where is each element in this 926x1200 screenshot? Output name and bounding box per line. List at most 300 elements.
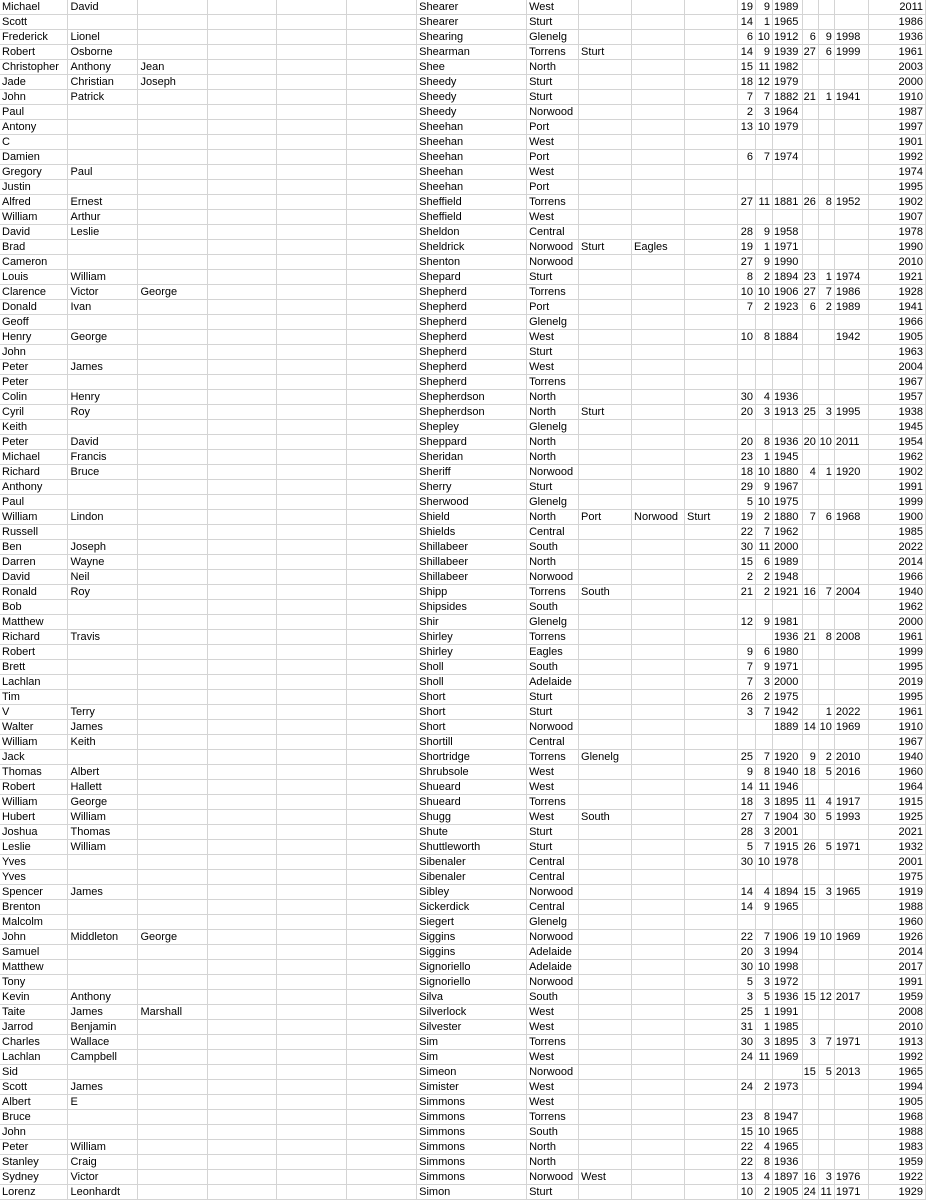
table-cell[interactable]: 1985	[868, 525, 925, 540]
table-cell[interactable]	[347, 120, 417, 135]
table-cell[interactable]	[347, 795, 417, 810]
table-cell[interactable]: Shillabeer	[417, 540, 527, 555]
table-cell[interactable]	[632, 270, 685, 285]
table-cell[interactable]: 1972	[772, 975, 802, 990]
table-cell[interactable]: Simon	[417, 1185, 527, 1200]
table-cell[interactable]	[68, 1065, 138, 1080]
table-cell[interactable]	[277, 705, 347, 720]
table-cell[interactable]: Sherry	[417, 480, 527, 495]
table-cell[interactable]	[138, 915, 208, 930]
table-cell[interactable]	[347, 1080, 417, 1095]
table-cell[interactable]	[632, 585, 685, 600]
table-cell[interactable]	[579, 1005, 632, 1020]
table-cell[interactable]: Central	[527, 735, 579, 750]
table-cell[interactable]	[277, 1035, 347, 1050]
table-cell[interactable]: Simmons	[417, 1095, 527, 1110]
table-cell[interactable]: Signoriello	[417, 975, 527, 990]
table-cell[interactable]: William	[0, 510, 68, 525]
table-cell[interactable]	[802, 375, 818, 390]
table-cell[interactable]: 2	[818, 750, 834, 765]
table-cell[interactable]	[755, 180, 772, 195]
table-cell[interactable]: Malcolm	[0, 915, 68, 930]
table-cell[interactable]: 1936	[772, 1155, 802, 1170]
table-cell[interactable]	[818, 120, 834, 135]
table-cell[interactable]: 1954	[868, 435, 925, 450]
table-cell[interactable]	[685, 990, 738, 1005]
table-cell[interactable]: Sheridan	[417, 450, 527, 465]
table-cell[interactable]	[632, 390, 685, 405]
table-cell[interactable]	[834, 135, 868, 150]
table-cell[interactable]: 10	[755, 30, 772, 45]
table-cell[interactable]	[685, 900, 738, 915]
table-cell[interactable]	[277, 930, 347, 945]
table-cell[interactable]: Bob	[0, 600, 68, 615]
table-cell[interactable]	[138, 315, 208, 330]
table-cell[interactable]	[579, 975, 632, 990]
table-cell[interactable]	[208, 735, 277, 750]
table-cell[interactable]: 2011	[868, 0, 925, 15]
table-cell[interactable]	[138, 540, 208, 555]
table-cell[interactable]: 26	[802, 840, 818, 855]
table-cell[interactable]	[685, 255, 738, 270]
table-cell[interactable]	[579, 435, 632, 450]
table-cell[interactable]: Sturt	[527, 705, 579, 720]
table-cell[interactable]	[685, 135, 738, 150]
table-cell[interactable]: 6	[737, 30, 755, 45]
table-cell[interactable]	[347, 840, 417, 855]
table-cell[interactable]: George	[68, 795, 138, 810]
table-cell[interactable]	[68, 855, 138, 870]
table-cell[interactable]	[818, 855, 834, 870]
table-cell[interactable]	[208, 555, 277, 570]
table-cell[interactable]	[68, 240, 138, 255]
table-cell[interactable]	[632, 450, 685, 465]
table-cell[interactable]: Signoriello	[417, 960, 527, 975]
table-cell[interactable]: Central	[527, 900, 579, 915]
table-cell[interactable]	[138, 1095, 208, 1110]
table-cell[interactable]	[347, 1065, 417, 1080]
table-cell[interactable]	[802, 735, 818, 750]
table-cell[interactable]	[818, 480, 834, 495]
table-cell[interactable]: 3	[818, 405, 834, 420]
table-cell[interactable]	[208, 600, 277, 615]
table-cell[interactable]: 1982	[772, 60, 802, 75]
table-cell[interactable]	[632, 195, 685, 210]
table-cell[interactable]: 1958	[772, 225, 802, 240]
table-cell[interactable]	[818, 450, 834, 465]
table-cell[interactable]: Samuel	[0, 945, 68, 960]
table-cell[interactable]: 26	[802, 195, 818, 210]
table-cell[interactable]	[68, 975, 138, 990]
table-cell[interactable]	[802, 900, 818, 915]
table-cell[interactable]: Peter	[0, 1140, 68, 1155]
table-cell[interactable]: 9	[818, 30, 834, 45]
table-cell[interactable]	[802, 945, 818, 960]
table-cell[interactable]: 2019	[868, 675, 925, 690]
table-cell[interactable]	[818, 75, 834, 90]
table-cell[interactable]	[138, 750, 208, 765]
table-cell[interactable]: William	[68, 840, 138, 855]
table-cell[interactable]	[685, 540, 738, 555]
table-cell[interactable]	[632, 780, 685, 795]
table-cell[interactable]: 1895	[772, 1035, 802, 1050]
table-cell[interactable]	[632, 825, 685, 840]
table-cell[interactable]	[632, 765, 685, 780]
table-cell[interactable]: 3	[818, 1170, 834, 1185]
table-cell[interactable]: Sheehan	[417, 135, 527, 150]
table-cell[interactable]: Siggins	[417, 945, 527, 960]
table-cell[interactable]: Leslie	[68, 225, 138, 240]
table-cell[interactable]	[68, 660, 138, 675]
table-cell[interactable]: 10	[737, 1185, 755, 1200]
table-cell[interactable]	[685, 225, 738, 240]
table-cell[interactable]: Short	[417, 690, 527, 705]
table-cell[interactable]: 13	[737, 120, 755, 135]
table-cell[interactable]: 1	[755, 15, 772, 30]
table-cell[interactable]	[802, 855, 818, 870]
table-cell[interactable]	[277, 390, 347, 405]
table-cell[interactable]	[834, 1020, 868, 1035]
table-cell[interactable]	[208, 1170, 277, 1185]
table-cell[interactable]: 2	[818, 300, 834, 315]
table-cell[interactable]: Glenelg	[527, 615, 579, 630]
table-cell[interactable]: Peter	[0, 435, 68, 450]
table-cell[interactable]: 1905	[868, 330, 925, 345]
table-cell[interactable]	[632, 330, 685, 345]
table-cell[interactable]: 1961	[868, 45, 925, 60]
table-cell[interactable]: 2	[755, 570, 772, 585]
table-cell[interactable]	[347, 1020, 417, 1035]
table-cell[interactable]	[208, 120, 277, 135]
table-cell[interactable]	[208, 825, 277, 840]
table-cell[interactable]: 16	[802, 585, 818, 600]
table-cell[interactable]	[68, 480, 138, 495]
table-cell[interactable]: Glenelg	[579, 750, 632, 765]
table-cell[interactable]: North	[527, 1155, 579, 1170]
table-cell[interactable]: 1957	[868, 390, 925, 405]
table-cell[interactable]	[632, 720, 685, 735]
table-cell[interactable]	[208, 1035, 277, 1050]
table-cell[interactable]	[737, 735, 755, 750]
table-cell[interactable]: 1971	[834, 1185, 868, 1200]
table-cell[interactable]: 1987	[868, 105, 925, 120]
table-cell[interactable]: 1917	[834, 795, 868, 810]
table-cell[interactable]	[685, 360, 738, 375]
table-cell[interactable]: 12	[755, 75, 772, 90]
table-cell[interactable]	[208, 795, 277, 810]
table-cell[interactable]	[277, 45, 347, 60]
table-cell[interactable]: 10	[737, 285, 755, 300]
table-cell[interactable]: Hallett	[68, 780, 138, 795]
table-cell[interactable]: North	[527, 510, 579, 525]
table-cell[interactable]	[834, 780, 868, 795]
table-cell[interactable]: James	[68, 1005, 138, 1020]
table-cell[interactable]: 19	[802, 930, 818, 945]
table-cell[interactable]	[834, 1155, 868, 1170]
table-cell[interactable]	[834, 180, 868, 195]
table-cell[interactable]	[834, 645, 868, 660]
table-cell[interactable]: 18	[737, 795, 755, 810]
table-cell[interactable]	[632, 975, 685, 990]
table-cell[interactable]: Shepherd	[417, 345, 527, 360]
table-cell[interactable]: North	[527, 450, 579, 465]
table-cell[interactable]	[277, 30, 347, 45]
table-cell[interactable]	[818, 345, 834, 360]
table-cell[interactable]: 1994	[868, 1080, 925, 1095]
table-cell[interactable]: Yves	[0, 855, 68, 870]
table-cell[interactable]: 2016	[834, 765, 868, 780]
table-cell[interactable]: 15	[802, 1065, 818, 1080]
table-cell[interactable]	[579, 720, 632, 735]
table-cell[interactable]	[347, 405, 417, 420]
table-cell[interactable]	[579, 495, 632, 510]
table-cell[interactable]: 1901	[868, 135, 925, 150]
table-cell[interactable]	[632, 75, 685, 90]
table-cell[interactable]	[579, 855, 632, 870]
table-cell[interactable]: Sturt	[527, 480, 579, 495]
table-cell[interactable]	[347, 1155, 417, 1170]
table-cell[interactable]	[138, 345, 208, 360]
table-cell[interactable]: 1991	[868, 480, 925, 495]
table-cell[interactable]	[579, 645, 632, 660]
table-cell[interactable]: 1965	[772, 1140, 802, 1155]
table-cell[interactable]: Shepherd	[417, 330, 527, 345]
table-cell[interactable]	[818, 1050, 834, 1065]
table-cell[interactable]: Norwood	[632, 510, 685, 525]
table-cell[interactable]: 10	[755, 1125, 772, 1140]
table-cell[interactable]: 23	[802, 270, 818, 285]
table-cell[interactable]: Russell	[0, 525, 68, 540]
table-cell[interactable]: Silvester	[417, 1020, 527, 1035]
table-cell[interactable]	[277, 495, 347, 510]
table-cell[interactable]	[737, 420, 755, 435]
table-cell[interactable]: 1969	[772, 1050, 802, 1065]
table-cell[interactable]	[208, 585, 277, 600]
table-cell[interactable]	[579, 90, 632, 105]
table-cell[interactable]	[579, 105, 632, 120]
table-cell[interactable]: 1904	[772, 810, 802, 825]
table-cell[interactable]: 12	[818, 990, 834, 1005]
table-cell[interactable]: Shueard	[417, 795, 527, 810]
table-cell[interactable]	[632, 300, 685, 315]
table-cell[interactable]: 1971	[834, 840, 868, 855]
table-cell[interactable]	[632, 1035, 685, 1050]
table-cell[interactable]: 1992	[868, 1050, 925, 1065]
table-cell[interactable]: North	[527, 390, 579, 405]
table-cell[interactable]: Sim	[417, 1035, 527, 1050]
table-cell[interactable]	[685, 1035, 738, 1050]
table-cell[interactable]	[277, 1140, 347, 1155]
table-cell[interactable]	[755, 315, 772, 330]
table-cell[interactable]: 1975	[772, 495, 802, 510]
table-cell[interactable]: William	[68, 270, 138, 285]
table-cell[interactable]	[834, 900, 868, 915]
table-cell[interactable]	[834, 150, 868, 165]
table-cell[interactable]	[208, 945, 277, 960]
table-cell[interactable]	[737, 720, 755, 735]
table-cell[interactable]: Silva	[417, 990, 527, 1005]
table-cell[interactable]: 9	[755, 615, 772, 630]
table-cell[interactable]	[772, 915, 802, 930]
table-cell[interactable]: 7	[755, 525, 772, 540]
table-cell[interactable]	[208, 1065, 277, 1080]
table-cell[interactable]	[579, 945, 632, 960]
table-cell[interactable]	[685, 750, 738, 765]
table-cell[interactable]: 14	[737, 780, 755, 795]
table-cell[interactable]	[737, 915, 755, 930]
table-cell[interactable]: 1966	[868, 315, 925, 330]
table-cell[interactable]: Simmons	[417, 1155, 527, 1170]
table-cell[interactable]: 7	[737, 90, 755, 105]
table-cell[interactable]	[208, 1110, 277, 1125]
table-cell[interactable]: Louis	[0, 270, 68, 285]
table-cell[interactable]	[138, 135, 208, 150]
table-cell[interactable]	[632, 405, 685, 420]
table-cell[interactable]	[208, 900, 277, 915]
table-cell[interactable]: Adelaide	[527, 960, 579, 975]
table-cell[interactable]: Norwood	[527, 255, 579, 270]
table-cell[interactable]	[138, 615, 208, 630]
table-cell[interactable]: 1936	[772, 435, 802, 450]
table-cell[interactable]	[347, 165, 417, 180]
table-cell[interactable]: West	[527, 1080, 579, 1095]
table-cell[interactable]: 1983	[868, 1140, 925, 1155]
table-cell[interactable]	[632, 915, 685, 930]
table-cell[interactable]: 1993	[834, 810, 868, 825]
table-cell[interactable]: South	[527, 990, 579, 1005]
table-cell[interactable]	[208, 840, 277, 855]
table-cell[interactable]: Cyril	[0, 405, 68, 420]
table-cell[interactable]	[685, 300, 738, 315]
table-cell[interactable]: North	[527, 435, 579, 450]
table-cell[interactable]: Adelaide	[527, 675, 579, 690]
table-cell[interactable]	[347, 435, 417, 450]
table-cell[interactable]: 2000	[868, 75, 925, 90]
table-cell[interactable]: 1966	[868, 570, 925, 585]
table-cell[interactable]	[632, 1110, 685, 1125]
table-cell[interactable]	[755, 915, 772, 930]
table-cell[interactable]: Norwood	[527, 570, 579, 585]
table-cell[interactable]: 1897	[772, 1170, 802, 1185]
table-cell[interactable]	[138, 705, 208, 720]
table-cell[interactable]: 1936	[772, 990, 802, 1005]
table-cell[interactable]	[632, 810, 685, 825]
table-cell[interactable]: Glenelg	[527, 915, 579, 930]
table-cell[interactable]	[834, 555, 868, 570]
table-cell[interactable]: Thomas	[0, 765, 68, 780]
table-cell[interactable]: 3	[755, 675, 772, 690]
table-cell[interactable]	[277, 60, 347, 75]
table-cell[interactable]	[834, 615, 868, 630]
table-cell[interactable]	[772, 420, 802, 435]
table-cell[interactable]: James	[68, 720, 138, 735]
table-cell[interactable]: 5	[737, 840, 755, 855]
table-cell[interactable]	[579, 675, 632, 690]
table-cell[interactable]	[208, 1095, 277, 1110]
table-cell[interactable]	[347, 300, 417, 315]
table-cell[interactable]: 28	[737, 225, 755, 240]
table-cell[interactable]: Shenton	[417, 255, 527, 270]
table-cell[interactable]	[802, 600, 818, 615]
table-cell[interactable]	[138, 150, 208, 165]
table-cell[interactable]: 1940	[772, 765, 802, 780]
table-cell[interactable]	[685, 210, 738, 225]
table-cell[interactable]: 1906	[772, 930, 802, 945]
table-cell[interactable]	[277, 15, 347, 30]
table-cell[interactable]	[277, 1170, 347, 1185]
table-cell[interactable]	[277, 435, 347, 450]
table-cell[interactable]: Shirley	[417, 630, 527, 645]
table-cell[interactable]	[138, 360, 208, 375]
table-cell[interactable]: Shepherdson	[417, 390, 527, 405]
table-cell[interactable]: 3	[755, 1035, 772, 1050]
table-cell[interactable]	[347, 270, 417, 285]
table-cell[interactable]: 1971	[834, 1035, 868, 1050]
table-cell[interactable]	[685, 600, 738, 615]
table-cell[interactable]	[632, 555, 685, 570]
table-cell[interactable]	[347, 90, 417, 105]
table-cell[interactable]	[208, 1140, 277, 1155]
table-cell[interactable]: 2	[755, 1080, 772, 1095]
table-cell[interactable]	[632, 495, 685, 510]
table-cell[interactable]: Charles	[0, 1035, 68, 1050]
table-cell[interactable]	[579, 210, 632, 225]
table-cell[interactable]	[138, 1170, 208, 1185]
table-cell[interactable]	[632, 570, 685, 585]
table-cell[interactable]: Frederick	[0, 30, 68, 45]
table-cell[interactable]: 8	[755, 765, 772, 780]
table-cell[interactable]	[834, 600, 868, 615]
table-cell[interactable]	[277, 765, 347, 780]
table-cell[interactable]: 9	[755, 480, 772, 495]
table-cell[interactable]	[347, 720, 417, 735]
table-cell[interactable]: Port	[527, 150, 579, 165]
table-cell[interactable]	[818, 975, 834, 990]
table-cell[interactable]: James	[68, 885, 138, 900]
table-cell[interactable]	[208, 1020, 277, 1035]
table-cell[interactable]: Keith	[68, 735, 138, 750]
table-cell[interactable]: Christopher	[0, 60, 68, 75]
table-cell[interactable]	[632, 750, 685, 765]
table-cell[interactable]	[737, 1095, 755, 1110]
table-cell[interactable]: South	[527, 600, 579, 615]
table-cell[interactable]: Shute	[417, 825, 527, 840]
table-cell[interactable]: 1926	[868, 930, 925, 945]
table-cell[interactable]: 1920	[834, 465, 868, 480]
table-cell[interactable]	[138, 555, 208, 570]
table-cell[interactable]: Port	[579, 510, 632, 525]
table-cell[interactable]: Tim	[0, 690, 68, 705]
table-cell[interactable]	[68, 15, 138, 30]
table-cell[interactable]	[685, 660, 738, 675]
table-cell[interactable]	[818, 105, 834, 120]
table-cell[interactable]: 30	[802, 810, 818, 825]
table-cell[interactable]	[347, 570, 417, 585]
table-cell[interactable]: Sheehan	[417, 120, 527, 135]
table-cell[interactable]	[277, 1125, 347, 1140]
table-cell[interactable]	[208, 360, 277, 375]
table-cell[interactable]: 27	[802, 285, 818, 300]
table-cell[interactable]: Norwood	[527, 240, 579, 255]
table-cell[interactable]: 13	[737, 1170, 755, 1185]
table-cell[interactable]	[208, 345, 277, 360]
table-cell[interactable]	[685, 165, 738, 180]
table-cell[interactable]: 1910	[868, 720, 925, 735]
table-cell[interactable]	[685, 840, 738, 855]
table-cell[interactable]	[802, 780, 818, 795]
table-cell[interactable]	[632, 30, 685, 45]
table-cell[interactable]: Yves	[0, 870, 68, 885]
